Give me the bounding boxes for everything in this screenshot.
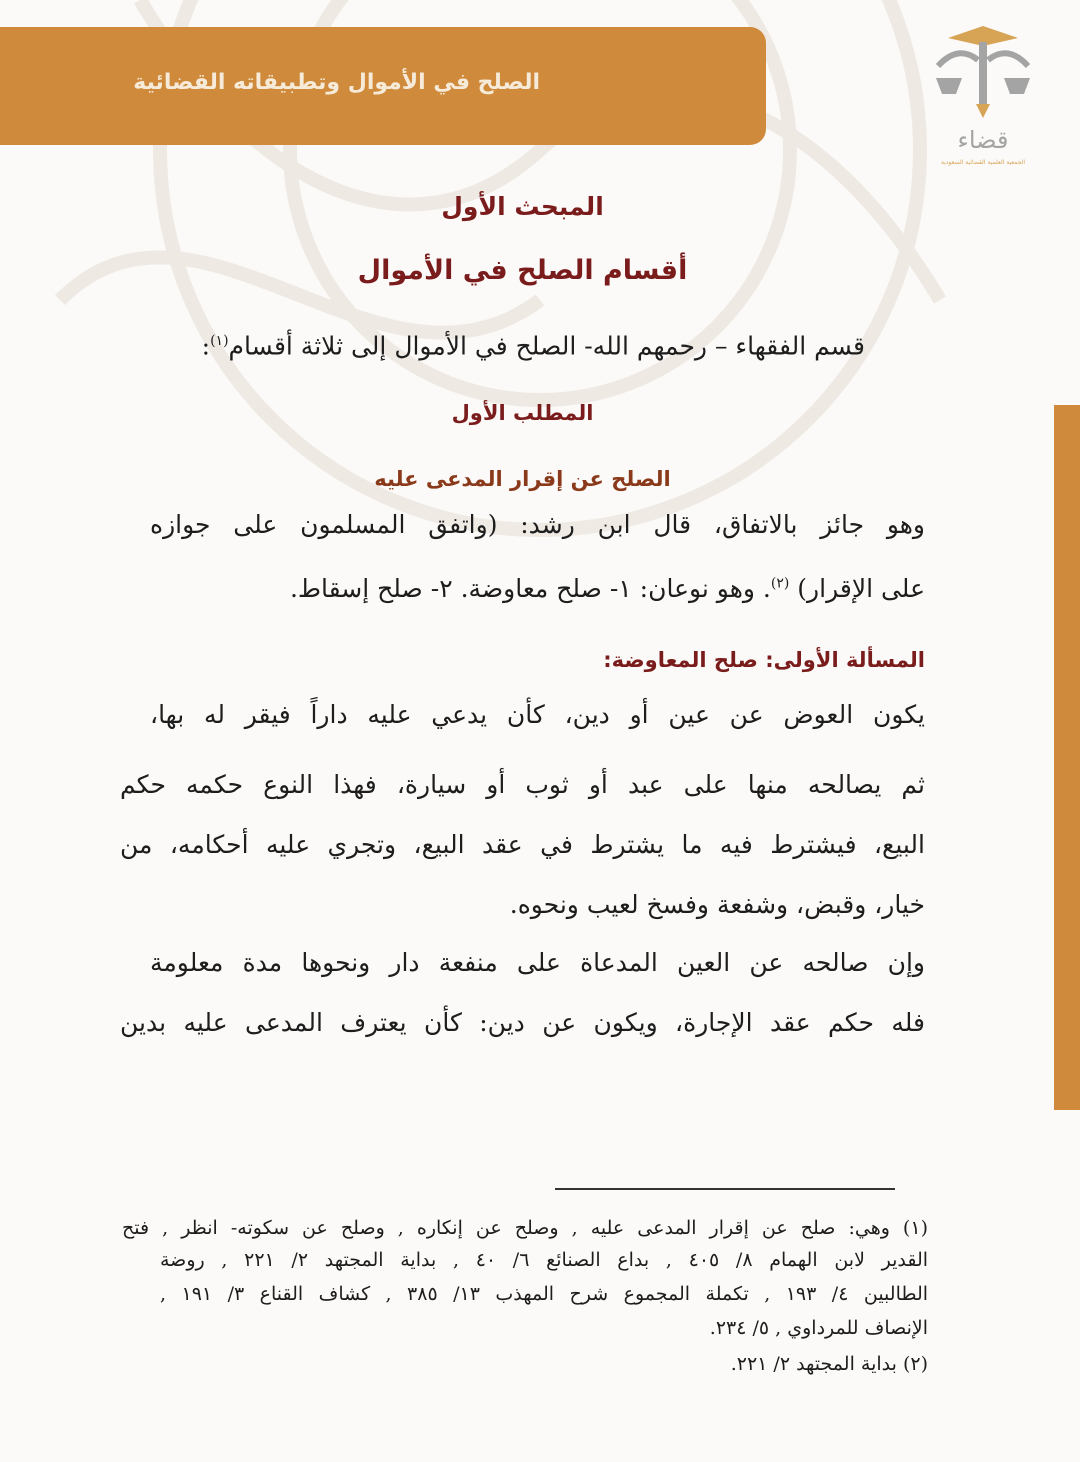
issue-line: البيع، فيشترط فيه ما يشترط في عقد البيع، وتجري عليه أحكامه، من: [120, 830, 925, 859]
paragraph-text: على الإقرار): [797, 574, 925, 603]
paragraph-line: [120, 574, 925, 603]
footnote-line: (٢) بداية المجتهد ٢/ ٢٢١.: [730, 1353, 928, 1375]
qada-logo: [918, 18, 1048, 168]
issue-line: فله حكم عقد الإجارة، ويكون عن دين: كأن يعترف المدعى عليه بدين: [120, 1008, 925, 1037]
footnote-ref: (١): [210, 333, 229, 349]
footnote-line: القدير لابن الهمام ٨/ ٤٠٥ , بداع الصنائع ٦/ ٤٠ , بداية المجتهد ٢/ ٢٢١ , روضة: [160, 1249, 929, 1271]
footnote-ref: (٢): [770, 575, 790, 592]
logo-subtitle: الجمعية العلمية القضائية السعودية: [940, 159, 1026, 166]
issue-line: يكون العوض عن عين أو دين، كأن يدعي عليه داراً فيقر له بها،: [150, 700, 925, 729]
intro-end: :: [201, 331, 211, 361]
side-bar: [1054, 405, 1080, 1110]
intro-paragraph: [60, 322, 865, 365]
intro-text: قسم الفقهاء – رحمهم الله- الصلح في الأموال إلى ثلاثة أقسام: [228, 331, 865, 361]
logo-text: قضاء: [957, 126, 1009, 154]
footnote-line: الطالبين ٤/ ١٩٣ , تكملة المجموع شرح المهذب ١٣/ ٣٨٥ , كشاف القناع ٣/ ١٩١ ,: [160, 1283, 929, 1305]
book-title: الصلح في الأموال وتطبيقاته القضائية: [133, 70, 540, 95]
footnote-line: الإنصاف للمرداوي , ٥/ ٢٣٤.: [709, 1317, 928, 1339]
paragraph-text: . وهو نوعان: ١- صلح معاوضة. ٢- صلح إسقاط.: [289, 574, 771, 603]
issue-line: خيار، وقبض، وشفعة وفسخ لعيب ونحوه.: [509, 890, 925, 919]
matlab-title: الصلح عن إقرار المدعى عليه: [374, 467, 671, 491]
issue-heading: المسألة الأولى: صلح المعاوضة:: [603, 648, 925, 672]
issue-line: ثم يصالحه منها على عبد أو ثوب أو سيارة، فهذا النوع حكمه حكم: [120, 770, 925, 799]
footnote-divider: [555, 1188, 895, 1190]
footnote-line: (١) وهي: صلح عن إقرار المدعى عليه , وصلح عن إنكاره , وصلح عن سكوته- انظر , فتح: [122, 1217, 928, 1239]
matlab-heading: المطلب الأول: [451, 401, 594, 425]
mabhath-heading: المبحث الأول: [441, 192, 604, 221]
paragraph-line: وهو جائز بالاتفاق، قال ابن رشد: (واتفق المسلمون على جوازه: [150, 510, 925, 539]
scales-icon: [936, 26, 1030, 118]
section-title: أقسام الصلح في الأموال: [357, 255, 688, 286]
issue-line: وإن صالحه عن العين المدعاة على منفعة دار ونحوها مدة معلومة: [150, 948, 925, 977]
